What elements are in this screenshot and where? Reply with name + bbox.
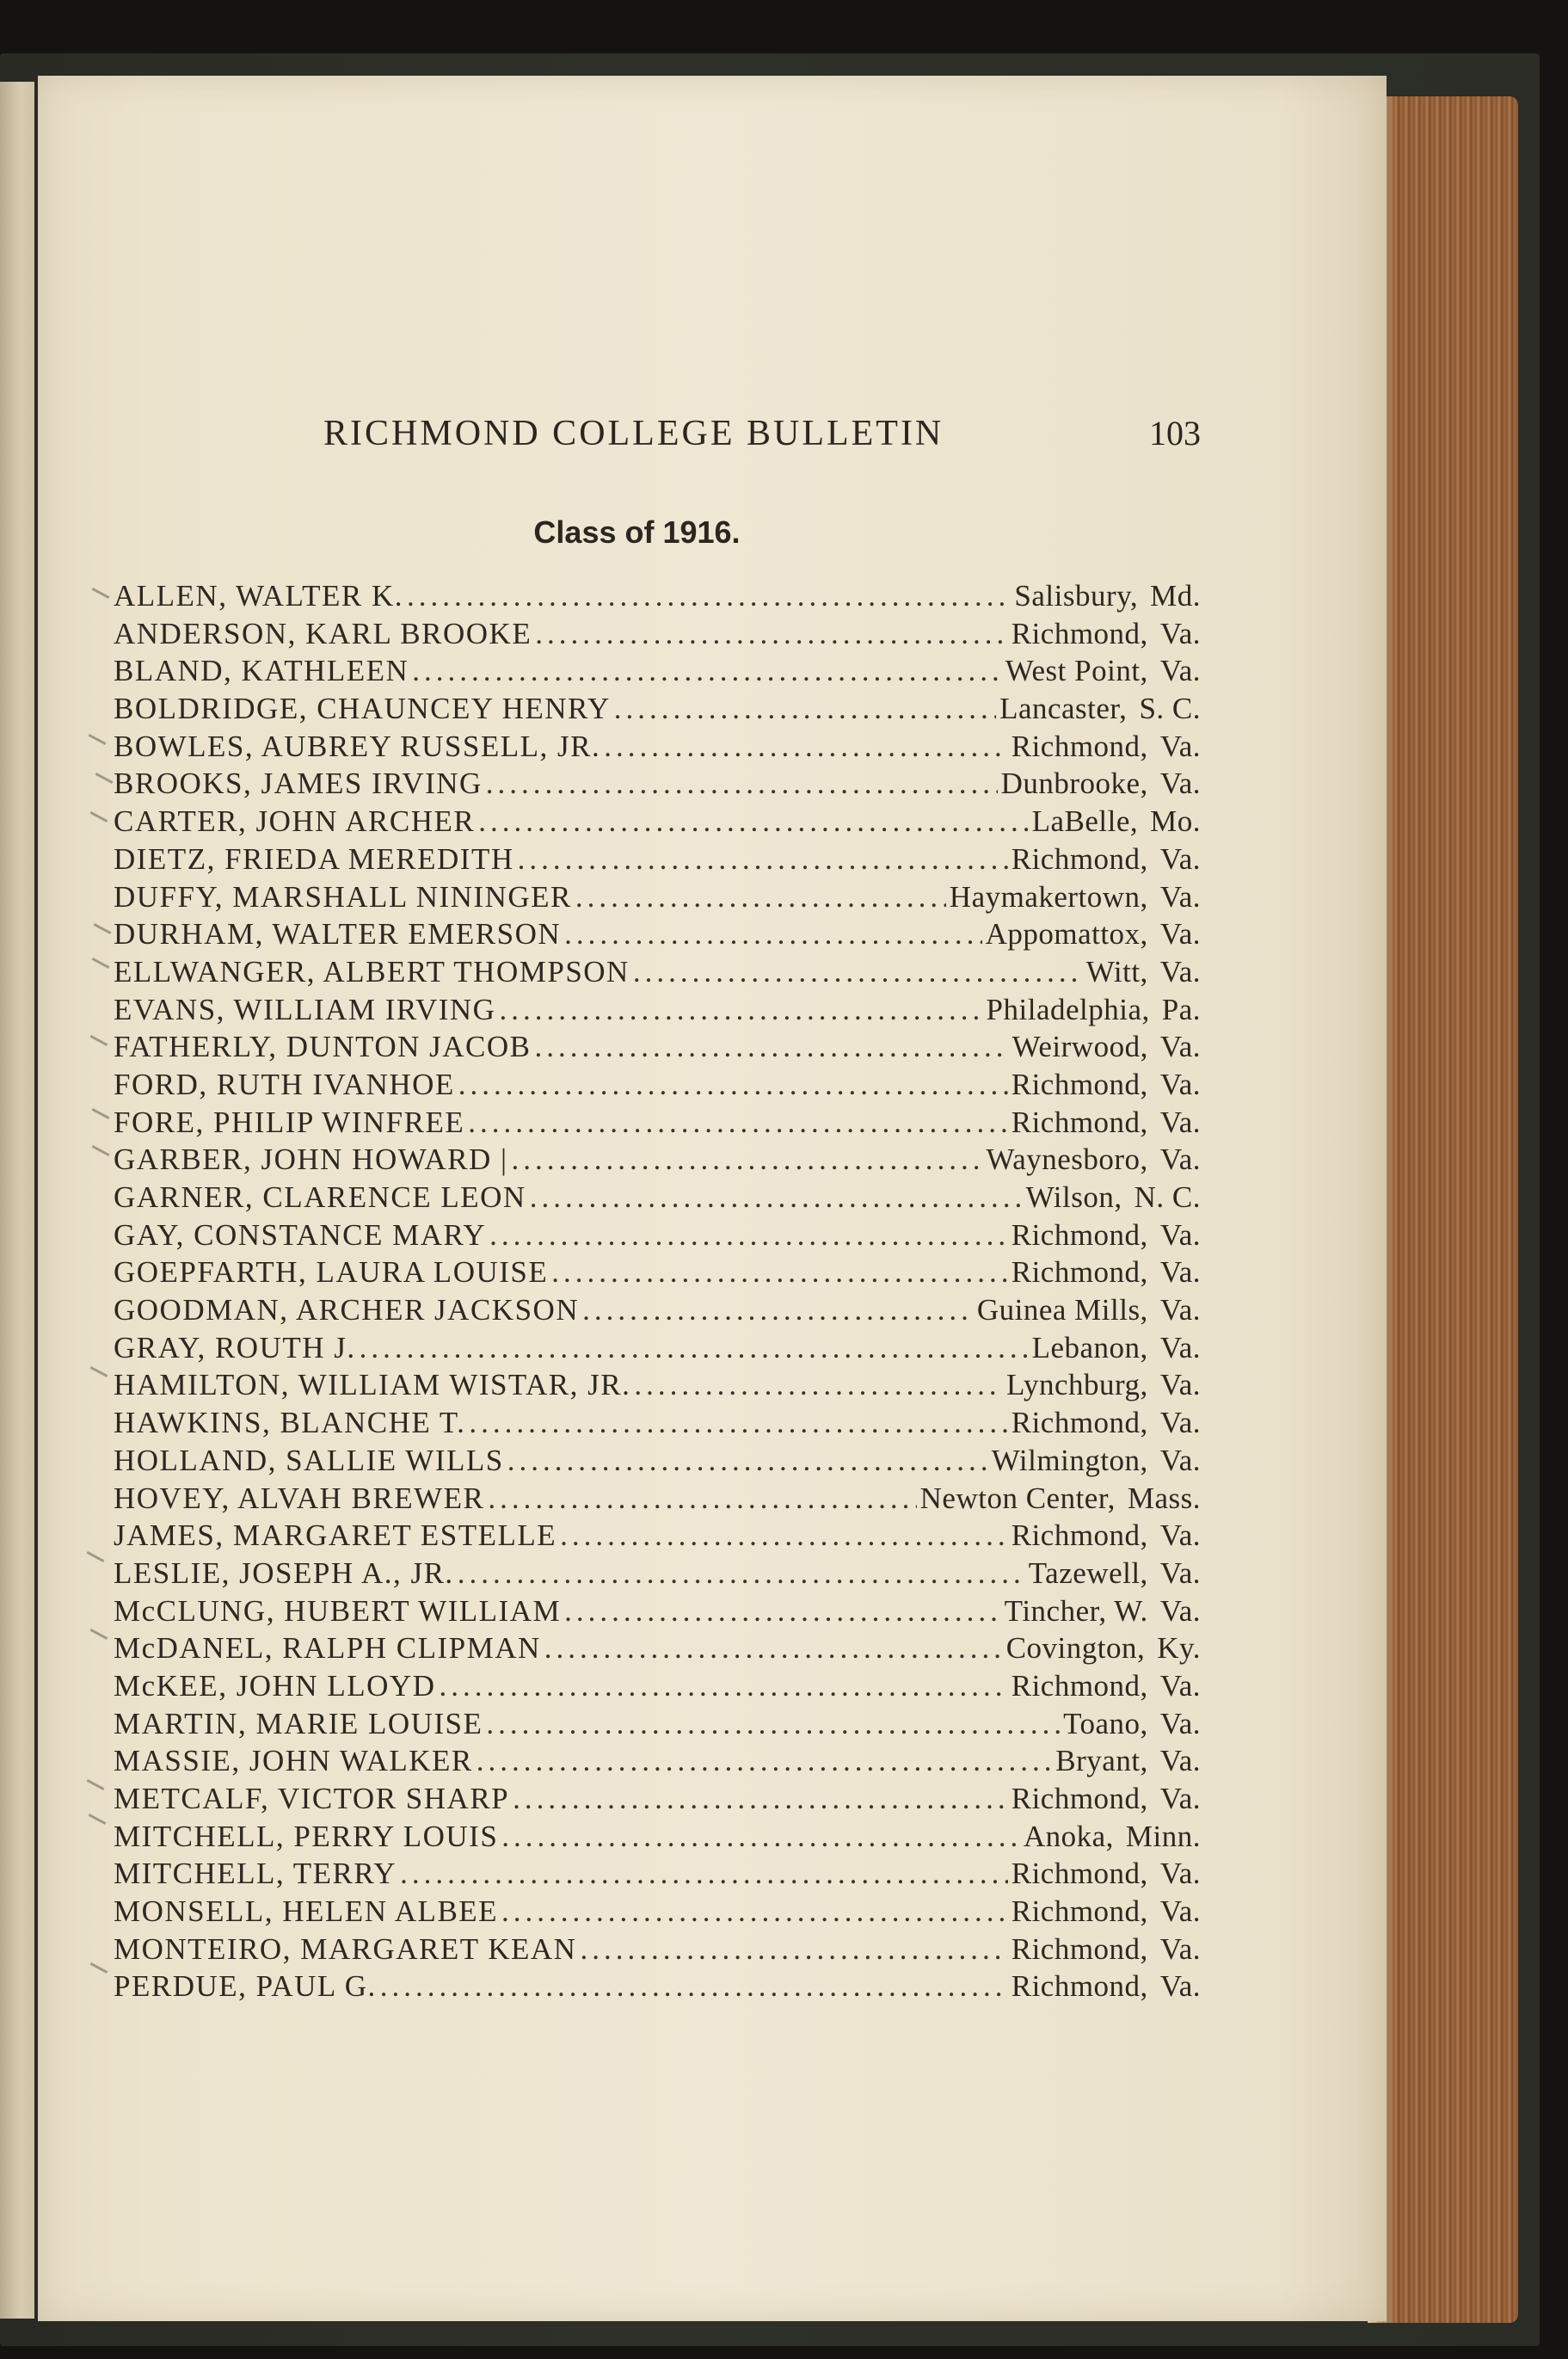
student-hometown: Richmond,	[1011, 1217, 1148, 1252]
dot-leader	[604, 730, 1008, 764]
student-state: Va.	[1159, 1255, 1201, 1290]
student-state: Va.	[1159, 1067, 1201, 1101]
dot-leader	[512, 1143, 983, 1177]
dot-leader	[477, 1744, 1053, 1778]
student-name: BROOKS, JAMES IRVING	[114, 767, 483, 801]
student-state: Va.	[1159, 1894, 1201, 1929]
student-name: GAY, CONSTANCE MARY	[114, 1217, 487, 1252]
pencil-mark	[95, 773, 114, 784]
pencil-mark	[94, 923, 112, 934]
roster-entry	[114, 1331, 1201, 1369]
student-state: Va.	[1159, 729, 1201, 763]
dot-leader	[614, 692, 996, 726]
student-hometown: Dunbrooke,	[1000, 767, 1148, 801]
student-hometown: Richmond,	[1011, 1782, 1148, 1815]
student-hometown: Witt,	[1085, 954, 1148, 989]
roster-entry	[114, 1744, 1201, 1782]
student-state: Va.	[1159, 1443, 1201, 1477]
student-state: Va.	[1159, 1593, 1201, 1628]
dot-leader	[380, 1969, 1008, 2004]
roster-entry	[114, 692, 1201, 730]
pencil-mark	[89, 1814, 107, 1825]
dot-leader	[407, 579, 1011, 613]
student-hometown: Tazewell,	[1028, 1555, 1148, 1590]
section-heading-text: Class of 1916.	[533, 514, 741, 550]
student-name: ANDERSON, KARL BROOKE	[114, 616, 532, 650]
pencil-mark	[92, 588, 110, 599]
student-name: DURHAM, WALTER EMERSON	[114, 917, 562, 952]
dot-leader	[544, 1631, 1003, 1666]
roster-entry	[114, 1857, 1201, 1894]
student-name: METCALF, VICTOR SHARP	[114, 1782, 510, 1815]
roster-entry	[114, 1068, 1201, 1106]
roster-entry	[114, 1030, 1201, 1068]
dot-leader	[551, 1255, 1007, 1290]
student-state: Pa.	[1161, 992, 1201, 1026]
student-state: Va.	[1159, 1969, 1201, 2004]
student-hometown: Richmond,	[1011, 1518, 1148, 1553]
roster-entry	[114, 1969, 1201, 2007]
dot-leader	[501, 1894, 1008, 1929]
pencil-mark	[90, 811, 108, 822]
student-hometown: Richmond,	[1011, 1067, 1148, 1101]
student-state: Md.	[1150, 579, 1201, 613]
student-state: Va.	[1159, 767, 1201, 801]
roster-entry	[114, 1444, 1201, 1481]
student-hometown: Appomattox,	[985, 917, 1148, 952]
student-state: Va.	[1159, 1293, 1201, 1327]
student-hometown: Philadelphia,	[986, 992, 1150, 1026]
student-state: Va.	[1159, 654, 1201, 688]
student-hometown: Bryant,	[1055, 1744, 1148, 1778]
student-hometown: Richmond,	[1011, 1406, 1148, 1440]
page-number: 103	[1149, 414, 1201, 453]
roster-entry	[114, 1932, 1201, 1970]
roster-entry	[114, 955, 1201, 993]
student-name: ELLWANGER, ALBERT THOMPSON	[114, 954, 630, 989]
pencil-mark	[92, 958, 110, 969]
student-state: Va.	[1159, 616, 1201, 650]
roster-entry	[114, 1143, 1201, 1180]
roster-entry	[114, 1894, 1201, 1932]
dot-leader	[582, 1293, 974, 1327]
student-state: Va.	[1159, 1330, 1201, 1364]
student-state: Va.	[1159, 917, 1201, 952]
dot-leader	[400, 1857, 1008, 1891]
student-state: Va.	[1159, 841, 1201, 876]
student-hometown: Richmond,	[1011, 1255, 1148, 1290]
student-hometown: Newton Center,	[919, 1481, 1116, 1515]
student-name: HAWKINS, BLANCHE T.	[114, 1406, 466, 1440]
student-name: BOLDRIDGE, CHAUNCEY HENRY	[114, 692, 611, 726]
student-name: HAMILTON, WILLIAM WISTAR, JR.	[114, 1368, 631, 1402]
dot-leader	[412, 654, 1001, 688]
dot-leader	[575, 880, 946, 915]
student-state: Minn.	[1125, 1819, 1201, 1853]
student-name: MONTEIRO, MARGARET KEAN	[114, 1931, 577, 1966]
student-name: GARBER, JOHN HOWARD |	[114, 1143, 508, 1177]
student-state: Mo.	[1150, 804, 1201, 839]
running-header-title: RICHMOND COLLEGE BULLETIN	[323, 414, 944, 453]
student-state: Va.	[1159, 1518, 1201, 1553]
pencil-mark	[87, 1551, 105, 1562]
student-state: Va.	[1159, 1782, 1201, 1815]
roster-entry	[114, 1594, 1201, 1632]
roster-entry	[114, 579, 1201, 617]
student-name: GARNER, CLARENCE LEON	[114, 1180, 526, 1214]
student-name: McCLUNG, HUBERT WILLIAM	[114, 1593, 562, 1628]
dot-leader	[360, 1331, 1029, 1365]
roster-entry	[114, 1368, 1201, 1406]
student-hometown: Richmond,	[1011, 1894, 1148, 1929]
pencil-mark	[87, 1779, 105, 1790]
student-name: DIETZ, FRIEDA MEREDITH	[114, 841, 514, 876]
student-hometown: Richmond,	[1011, 729, 1148, 763]
student-name: BLAND, KATHLEEN	[114, 654, 409, 688]
student-hometown: Wilson,	[1025, 1180, 1122, 1214]
student-hometown: Richmond,	[1011, 616, 1148, 650]
roster-entry	[114, 1406, 1201, 1444]
student-state: Va.	[1159, 1668, 1201, 1703]
student-hometown: Richmond,	[1011, 1668, 1148, 1703]
pencil-mark	[92, 1108, 110, 1119]
student-name: MITCHELL, TERRY	[114, 1857, 397, 1891]
roster-entry	[114, 1782, 1201, 1820]
student-state: Va.	[1159, 1555, 1201, 1590]
dot-leader	[458, 1556, 1025, 1591]
roster-entry	[114, 917, 1201, 955]
student-hometown: Covington,	[1005, 1631, 1146, 1666]
student-name: HOVEY, ALVAH BREWER	[114, 1481, 485, 1515]
student-name: DUFFY, MARSHALL NININGER	[114, 879, 572, 914]
student-name: MASSIE, JOHN WALKER	[114, 1744, 473, 1778]
pencil-mark	[92, 1145, 110, 1156]
student-hometown: Anoka,	[1023, 1819, 1114, 1853]
left-page-edge	[0, 82, 34, 2319]
student-name: EVANS, WILLIAM IRVING	[114, 992, 496, 1026]
student-name: MARTIN, MARIE LOUISE	[114, 1706, 483, 1740]
student-hometown: Wilmington,	[991, 1443, 1148, 1477]
pencil-mark	[90, 1962, 108, 1974]
dot-leader	[560, 1518, 1008, 1553]
dot-leader	[518, 842, 1008, 877]
dot-leader	[530, 1180, 1023, 1215]
student-state: Mass.	[1127, 1481, 1201, 1515]
roster-entry	[114, 880, 1201, 918]
student-hometown: Tincher, W.	[1004, 1593, 1148, 1628]
roster-entry	[114, 1481, 1201, 1519]
roster-entry	[114, 1556, 1201, 1594]
student-state: Va.	[1159, 1217, 1201, 1252]
student-hometown: Haymakertown,	[949, 879, 1148, 914]
dot-leader	[564, 1594, 1001, 1629]
student-hometown: Weirwood,	[1012, 1030, 1148, 1064]
dot-leader	[633, 955, 1083, 989]
dot-leader	[439, 1669, 1007, 1703]
student-name: LESLIE, JOSEPH A., JR.	[114, 1555, 454, 1590]
student-state: S. C.	[1139, 692, 1201, 726]
student-state: Ky.	[1157, 1631, 1201, 1666]
student-name: McKEE, JOHN LLOYD	[114, 1668, 436, 1703]
student-hometown: Lynchburg,	[1006, 1368, 1148, 1402]
roster-entry	[114, 1707, 1201, 1745]
roster-entry	[114, 654, 1201, 692]
pencil-mark	[90, 1366, 108, 1377]
roster-entry	[114, 1255, 1201, 1293]
dot-leader	[564, 917, 981, 952]
roster-entry	[114, 767, 1201, 804]
student-state: Va.	[1159, 1406, 1201, 1440]
section-heading	[38, 514, 1387, 551]
student-name: GOODMAN, ARCHER JACKSON	[114, 1293, 580, 1327]
student-name: McDANEL, RALPH CLIPMAN	[114, 1631, 541, 1666]
dot-leader	[486, 767, 998, 801]
roster-entry	[114, 1293, 1201, 1331]
student-state: N. C.	[1134, 1180, 1201, 1214]
student-state: Va.	[1159, 1030, 1201, 1064]
dot-leader	[499, 993, 982, 1027]
student-hometown: Toano,	[1063, 1706, 1148, 1740]
roster-entry	[114, 1218, 1201, 1256]
student-state: Va.	[1159, 879, 1201, 914]
dot-leader	[535, 617, 1008, 651]
roster-entry	[114, 993, 1201, 1031]
student-hometown: Richmond,	[1011, 1857, 1148, 1891]
roster-entry	[114, 1669, 1201, 1707]
dot-leader	[468, 1106, 1008, 1140]
roster-entry	[114, 730, 1201, 767]
student-name: FATHERLY, DUNTON JACOB	[114, 1030, 532, 1064]
student-hometown: Waynesboro,	[986, 1143, 1148, 1177]
pencil-mark	[90, 1629, 108, 1640]
student-hometown: Salisbury,	[1014, 579, 1139, 613]
roster-entry	[114, 1180, 1201, 1218]
student-hometown: Guinea Mills,	[976, 1293, 1148, 1327]
roster-entry	[114, 1631, 1201, 1669]
student-state: Va.	[1159, 1857, 1201, 1891]
student-state: Va.	[1159, 1706, 1201, 1740]
student-hometown: Richmond,	[1011, 1105, 1148, 1139]
student-hometown: Richmond,	[1011, 841, 1148, 876]
student-name: FORE, PHILIP WINFREE	[114, 1105, 465, 1139]
dot-leader	[634, 1368, 1003, 1402]
dot-leader	[469, 1406, 1007, 1440]
dot-leader	[513, 1782, 1008, 1816]
book-page	[38, 76, 1387, 2321]
student-name: GRAY, ROUTH J.	[114, 1330, 356, 1364]
student-state: Va.	[1159, 1744, 1201, 1778]
roster-entry	[114, 1820, 1201, 1857]
student-name: HOLLAND, SALLIE WILLS	[114, 1443, 504, 1477]
student-name: PERDUE, PAUL G.	[114, 1969, 377, 2004]
dot-leader	[486, 1707, 1060, 1741]
dot-leader	[501, 1820, 1020, 1854]
roster-entry	[114, 842, 1201, 880]
student-hometown: Richmond,	[1011, 1969, 1148, 2004]
student-hometown: Richmond,	[1011, 1931, 1148, 1966]
student-name: CARTER, JOHN ARCHER	[114, 804, 476, 839]
dot-leader	[488, 1481, 916, 1516]
student-name: GOEPFARTH, LAURA LOUISE	[114, 1255, 549, 1290]
dot-leader	[458, 1068, 1008, 1102]
student-name: MONSELL, HELEN ALBEE	[114, 1894, 499, 1929]
dot-leader	[478, 804, 1028, 839]
roster-entry	[114, 1106, 1201, 1143]
student-hometown: Lebanon,	[1031, 1330, 1148, 1364]
student-state: Va.	[1159, 1368, 1201, 1402]
student-hometown: Lancaster,	[999, 692, 1128, 726]
dot-leader	[580, 1932, 1007, 1967]
roster-entry	[114, 1518, 1201, 1556]
student-name: BOWLES, AUBREY RUSSELL, JR.	[114, 729, 601, 763]
student-name: ALLEN, WALTER K.	[114, 579, 404, 613]
dot-leader	[507, 1444, 988, 1478]
student-hometown: LaBelle,	[1031, 804, 1139, 839]
student-state: Va.	[1159, 1105, 1201, 1139]
student-state: Va.	[1159, 1143, 1201, 1177]
student-state: Va.	[1159, 1931, 1201, 1966]
dot-leader	[535, 1030, 1009, 1064]
student-state: Va.	[1159, 954, 1201, 989]
roster-entry	[114, 804, 1201, 842]
student-roster	[114, 579, 1201, 2007]
pencil-mark	[89, 734, 107, 745]
roster-entry	[114, 617, 1201, 655]
student-name: MITCHELL, PERRY LOUIS	[114, 1819, 499, 1853]
student-name: FORD, RUTH IVANHOE	[114, 1067, 455, 1101]
student-name: JAMES, MARGARET ESTELLE	[114, 1518, 557, 1553]
dot-leader	[489, 1218, 1008, 1253]
student-hometown: West Point,	[1005, 654, 1148, 688]
pencil-mark	[90, 1035, 108, 1046]
